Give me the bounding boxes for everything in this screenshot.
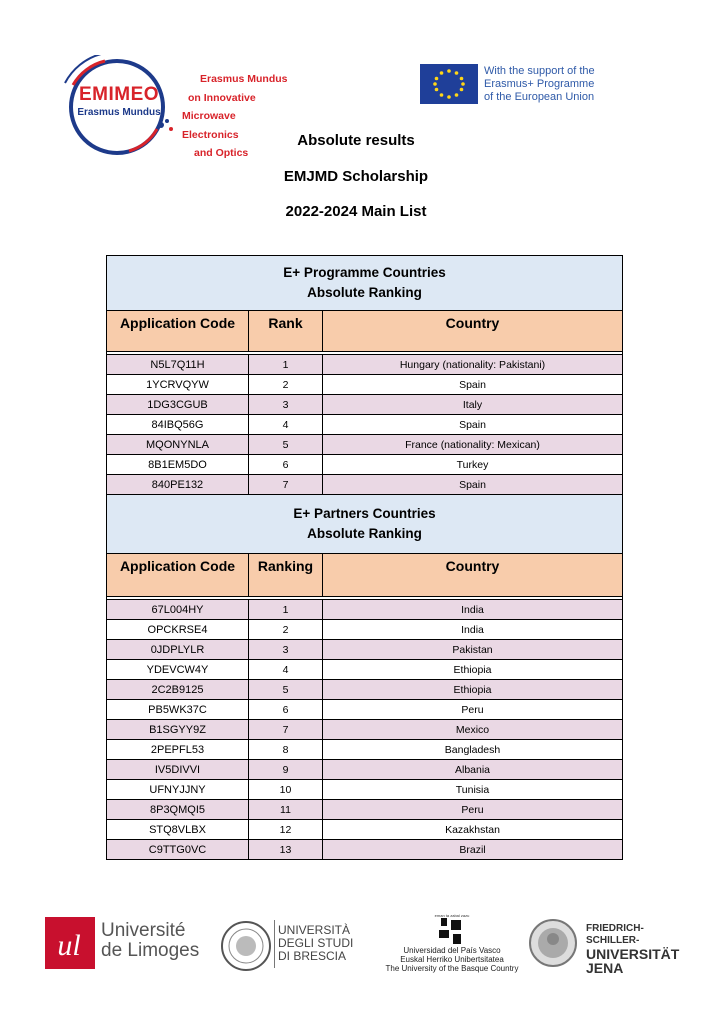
- rank-cell: 7: [249, 720, 323, 740]
- application-code-cell: 840PE132: [107, 475, 249, 495]
- country-cell: Bangladesh: [323, 740, 623, 760]
- country-cell: Pakistan: [323, 640, 623, 660]
- country-cell: Spain: [323, 375, 623, 395]
- brescia-name-line: UNIVERSITÀ: [278, 923, 351, 937]
- results-table: [106, 255, 623, 860]
- country-cell: Peru: [323, 700, 623, 720]
- country-cell: Ethiopia: [323, 680, 623, 700]
- country-cell: Turkey: [323, 455, 623, 475]
- rank-cell: 13: [249, 840, 323, 860]
- rank-cell: 7: [249, 475, 323, 495]
- rank-cell: 5: [249, 435, 323, 455]
- application-code-cell: MQONYNLA: [107, 435, 249, 455]
- table-row: [107, 620, 623, 640]
- table-row: [107, 660, 623, 680]
- table-row: [107, 780, 623, 800]
- country-cell: Albania: [323, 760, 623, 780]
- application-code-cell: C9TTG0VC: [107, 840, 249, 860]
- section-heading-line: Absolute Ranking: [307, 526, 422, 541]
- basque-name-line: Universidad del País Vasco: [403, 946, 501, 955]
- jena-name-line: UNIVERSITÄT: [586, 946, 680, 962]
- application-code-cell: 2C2B9125: [107, 680, 249, 700]
- universita-brescia-logo: [220, 918, 360, 974]
- rank-cell: 3: [249, 395, 323, 415]
- application-code-cell: 84IBQ56G: [107, 415, 249, 435]
- basque-emblem-icon: [437, 918, 467, 944]
- country-cell: Ethiopia: [323, 660, 623, 680]
- page-title: Absolute results: [297, 132, 415, 149]
- table-row: [107, 395, 623, 415]
- emimeo-tagline-line: and Optics: [194, 147, 249, 159]
- application-code-cell: 8P3QMQI5: [107, 800, 249, 820]
- rank-cell: 10: [249, 780, 323, 800]
- column-header-rank: Rank: [249, 311, 323, 352]
- page-subtitle: EMJMD Scholarship: [283, 168, 429, 185]
- application-code-cell: 67L004HY: [107, 600, 249, 620]
- emimeo-tagline-line: Erasmus Mundus: [200, 73, 288, 85]
- country-cell: Spain: [323, 475, 623, 495]
- rank-cell: 8: [249, 740, 323, 760]
- column-header-row: [107, 554, 623, 597]
- brescia-name-line: DI BRESCIA: [278, 949, 347, 963]
- table-row: [107, 820, 623, 840]
- basque-university-logo: [378, 912, 528, 974]
- jena-name-line: FRIEDRICH-SCHILLER-: [586, 923, 644, 946]
- application-code-cell: 8B1EM5DO: [107, 455, 249, 475]
- eu-support-line: Erasmus+ Programme: [484, 78, 595, 90]
- application-code-cell: B1SGYY9Z: [107, 720, 249, 740]
- section-heading: [107, 256, 623, 311]
- eu-support-logo: [420, 58, 692, 112]
- rank-cell: 5: [249, 680, 323, 700]
- rank-cell: 9: [249, 760, 323, 780]
- column-header-row: [107, 311, 623, 352]
- rank-cell: 3: [249, 640, 323, 660]
- table-row: [107, 720, 623, 740]
- table-row: [107, 355, 623, 375]
- rank-cell: 4: [249, 415, 323, 435]
- brescia-divider: [274, 920, 275, 968]
- eu-support-text: [484, 65, 595, 104]
- table-row: [107, 475, 623, 495]
- table-row: [107, 640, 623, 660]
- column-header-country: Country: [323, 311, 623, 352]
- application-code-cell: STQ8VLBX: [107, 820, 249, 840]
- jena-name-line: JENA: [586, 960, 624, 976]
- application-code-cell: N5L7Q11H: [107, 355, 249, 375]
- table-row: [107, 600, 623, 620]
- limoges-name-line: de Limoges: [101, 940, 200, 961]
- country-cell: India: [323, 620, 623, 640]
- basque-name-line: The University of the Basque Country: [385, 964, 519, 973]
- rank-cell: 6: [249, 700, 323, 720]
- country-cell: France (nationality: Mexican): [323, 435, 623, 455]
- eu-support-line: of the European Union: [484, 91, 595, 103]
- table-row: [107, 680, 623, 700]
- country-cell: Peru: [323, 800, 623, 820]
- section-heading: [107, 495, 623, 554]
- universite-limoges-logo: [45, 915, 205, 971]
- column-header-country: Country: [323, 554, 623, 597]
- country-cell: Italy: [323, 395, 623, 415]
- emimeo-tagline-line: on Innovative: [188, 91, 256, 104]
- application-code-cell: IV5DIVVI: [107, 760, 249, 780]
- column-header-rank: Ranking: [249, 554, 323, 597]
- eu-flag-icon: [420, 64, 478, 104]
- rank-cell: 4: [249, 660, 323, 680]
- section-heading-line: E+ Programme Countries: [283, 265, 446, 280]
- brescia-name-line: DEGLI STUDI: [278, 936, 354, 950]
- section-heading-row: [107, 256, 623, 311]
- country-cell: Kazakhstan: [323, 820, 623, 840]
- application-code-cell: OPCKRSE4: [107, 620, 249, 640]
- rank-cell: 2: [249, 620, 323, 640]
- rank-cell: 1: [249, 600, 323, 620]
- table-row: [107, 375, 623, 395]
- table-row: [107, 435, 623, 455]
- country-cell: Tunisia: [323, 780, 623, 800]
- basque-name-line: Euskal Herriko Unibertsitatea: [400, 955, 504, 964]
- application-code-cell: PB5WK37C: [107, 700, 249, 720]
- rank-cell: 11: [249, 800, 323, 820]
- country-cell: Brazil: [323, 840, 623, 860]
- application-code-cell: 2PEPFL53: [107, 740, 249, 760]
- section-heading-line: E+ Partners Countries: [293, 506, 436, 521]
- table-row: [107, 800, 623, 820]
- column-header-code: Application Code: [107, 311, 249, 352]
- rank-cell: 12: [249, 820, 323, 840]
- rank-cell: 2: [249, 375, 323, 395]
- limoges-emblem-icon: [45, 917, 95, 969]
- country-cell: Mexico: [323, 720, 623, 740]
- table-row: [107, 760, 623, 780]
- table-row: [107, 455, 623, 475]
- table-row: [107, 700, 623, 720]
- rank-cell: 1: [249, 355, 323, 375]
- emimeo-tagline-line: Microwave: [182, 110, 236, 122]
- emimeo-logo-subname: Erasmus Mundus: [77, 107, 161, 118]
- basque-motto: eman ta zabal zazu: [434, 913, 470, 918]
- column-header-code: Application Code: [107, 554, 249, 597]
- country-cell: Spain: [323, 415, 623, 435]
- application-code-cell: 1YCRVQYW: [107, 375, 249, 395]
- limoges-name-line: Université: [101, 920, 186, 941]
- section-heading-row: [107, 495, 623, 554]
- eu-support-line: With the support of the: [484, 65, 595, 77]
- table-row: [107, 840, 623, 860]
- emimeo-tagline-line: Electronics: [182, 128, 239, 141]
- jena-university-logo: [528, 915, 680, 976]
- country-cell: Hungary (nationality: Pakistani): [323, 355, 623, 375]
- application-code-cell: UFNYJJNY: [107, 780, 249, 800]
- table-row: [107, 415, 623, 435]
- country-cell: India: [323, 600, 623, 620]
- section-heading-line: Absolute Ranking: [307, 285, 422, 300]
- rank-cell: 6: [249, 455, 323, 475]
- table-row: [107, 740, 623, 760]
- brescia-seal-icon: [220, 920, 272, 972]
- jena-seal-icon: [528, 918, 578, 968]
- application-code-cell: 1DG3CGUB: [107, 395, 249, 415]
- application-code-cell: YDEVCW4Y: [107, 660, 249, 680]
- emimeo-logo-name: EMIMEO: [79, 84, 160, 105]
- svg-text:ul: ul: [57, 929, 81, 962]
- page-list-title: 2022-2024 Main List: [285, 203, 427, 220]
- application-code-cell: 0JDPLYLR: [107, 640, 249, 660]
